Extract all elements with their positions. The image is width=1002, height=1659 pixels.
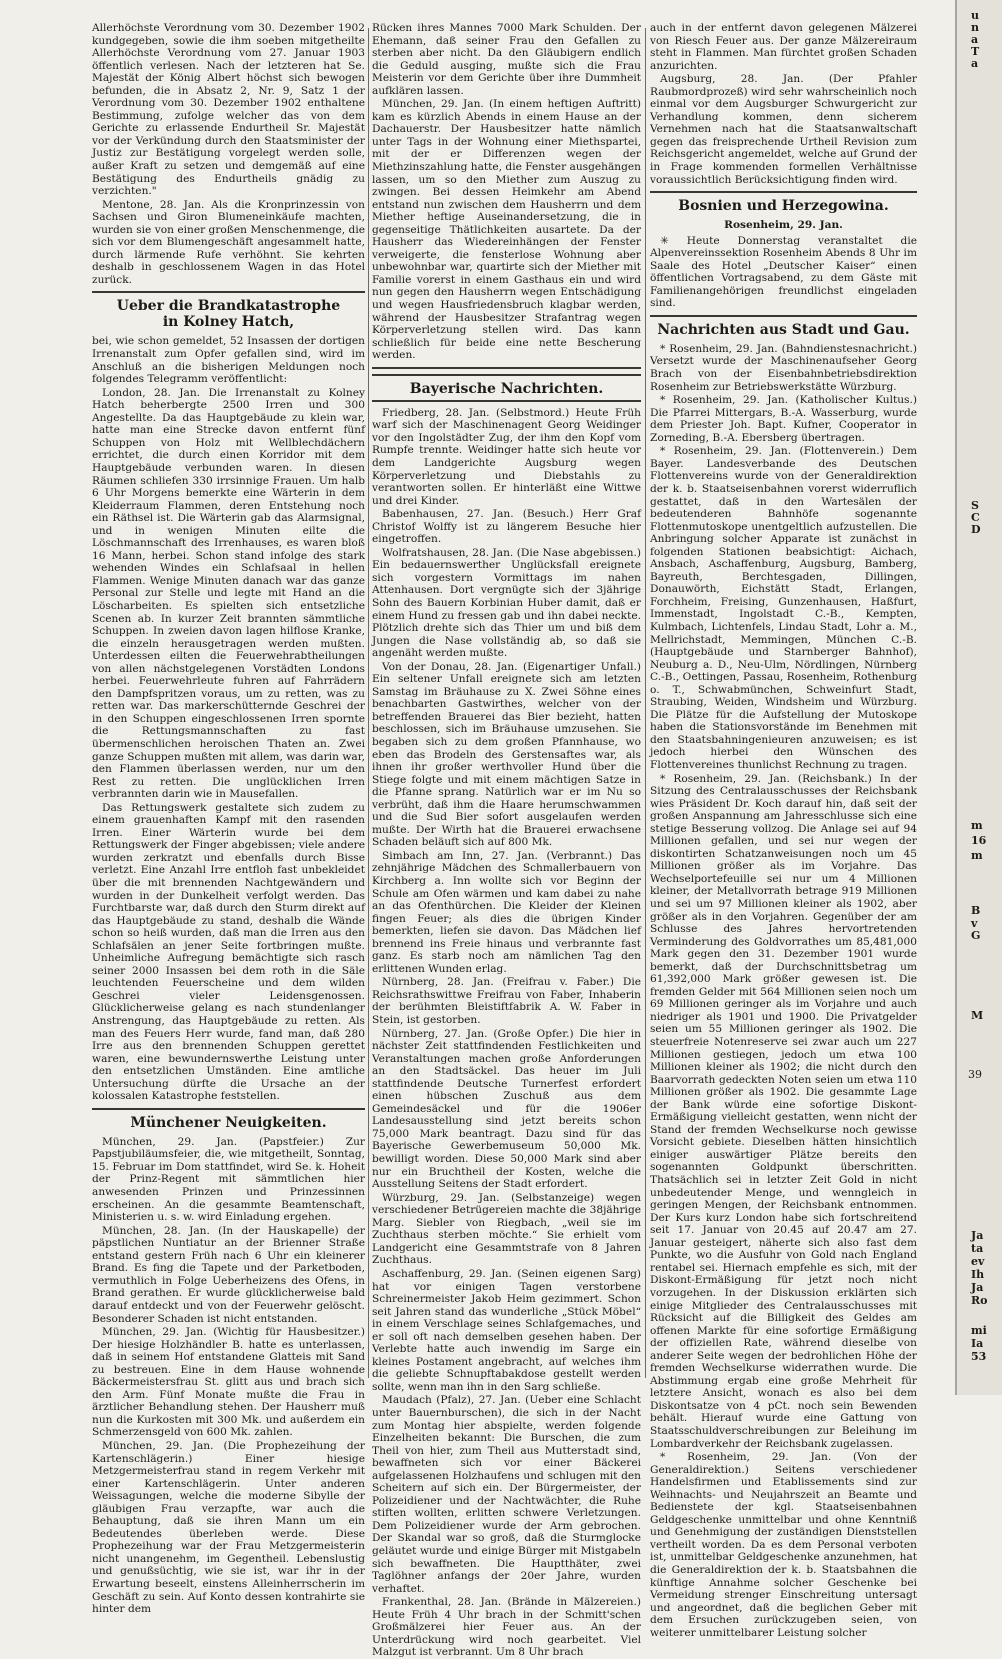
edge-fragment: ta (971, 1242, 984, 1255)
article-flottenverein: * Rosenheim, 29. Jan. (Flottenverein.) Dem Bayer. Landesverbande des Deutschen Flottenvereins wurde von der Generaldirektion der k. b. Staatseisenbahnen vorerst widerruflich gestattet, daß in den Wartesälen der bedeutenderen Bahnhöfe sogenannte Flottenmutoskope unentgeltlich aufzustellen. Die Anbringung solcher Apparate ist zunächst in folgenden Stationen beabsichtigt: Aichach, Ansbach, Aschaffenburg, Augsburg, Bamberg, Bayreuth, Berchtesgaden, Dillingen, Donauwörth, Eichstätt Stadt, Erlangen, Forchheim, Freising, Gunzenhausen, Haßfurt, Immenstadt, Ingolstadt C.-B., Kempten, Kulmbach, Lichtenfels, Lindau Stadt, Lohr a. M., Mellrichstadt, Memmingen, München C.-B. (Hauptgebäude und Starnberger Bahnhof), Neuburg a. D., Neu-Ulm, Nördlingen, Nürnberg C.-B., Oettingen, Passau, Rosenheim, Rothenburg o. T., Schwabmünchen, Schweinfurt Stadt, Straubing, Weiden, Windsheim und Würzburg. Die Plätze für die Aufstellung der Mutoskope haben die Stationsvorstände im Benehmen mit den Staatsbahningenieuren anzuweisen; es ist jedoch hierbei den Wünschen des Flottenvereines thunlichst Rechnung zu tragen. (650, 445, 917, 771)
article-friedberg: Friedberg, 28. Jan. (Selbstmord.) Heute Früh warf sich der Maschinenagent Georg Weidinger vor den Ingolstädter Zug, der ihm den Kopf vom Rumpfe trennte. Weidinger hatte sich heute vor dem Landgerichte Augsburg wegen Körperverletzung und Diebstahls zu verantworten sollen. Er hinterläßt eine Wittwe und drei Kinder. (372, 406, 641, 507)
article-london-continued: Das Rettungswerk gestaltete sich zudem zu einem grauenhaften Kampf mit den rasenden Irren. Einer Wärterin wurde bei dem Rettungswerk der Finger abgebissen; viele andere wurden zerkratzt und ebenfalls durch Bisse verletzt. Eine Anzahl Irre entfloh fast unbekleidet über die mit brennenden Nachtgewändern und wurden in der Dunkelheit verfolgt werden. Das Furchtbarste war, daß durch den Sturm direkt auf das Hauptgebäude zu stand, deshalb die Wände schon so heiß wurden, daß man die Irren aus den Schlafsälen an jener Seite fortbringen mußte. Unheimliche Aufregung bemächtigte sich rasch seiner 2000 Insassen bei dem roth in die Säle leuchtenden Feuerscheine und dem wilden Geschrei vieler Leidensgenossen. Glücklicherweise gelang es nach stundenlanger Anstrengung, das Hauptgebäude zu retten. Als man des Feuers Herr wurde, fand man, daß 280 Irre aus den brennenden Schuppen gerettet waren, eine bewundernswerthe Leistung unter den entsetzlichen Umständen. Eine amtliche Untersuchung dürfte die Ursache an der kolossalen Katastrophe feststellen. (92, 801, 365, 1103)
article-maudach: Maudach (Pfalz), 27. Jan. (Ueber eine Schlacht unter Bauernburschen), die sich in der Nacht zum Montag hier abspielte, werden folgende Einzelheiten bekannt: Die Burschen, die zum Theil von hier, zum Theil aus Mutterstadt sind, bewaffneten sich vor einer Bäckerei aufgelassenen Holzhaufens und schlugen mit den Scheitern auf sich ein. Der Bürgermeister, der Polizeidiener und der Nachtwächter, die Ruhe stiften wollten, erlitten schwere Verletzungen. Dem Polizeidiener wurde der Arm gebrochen. Der Skandal war so groß, daß die Sturmglocke geläutet wurde und einige Bürger mit Mistgabeln sich bewaffneten. Die Hauptthäter, zwei Taglöhner anfangs der 20er Jahre, wurden verhaftet. (372, 1394, 641, 1595)
adjacent-page-edge (955, 0, 1002, 1395)
article-wuerzburg: Würzburg, 29. Jan. (Selbstanzeige) wegen verschiedener Betrügereien machte die 38jährige Marg. Siebler von Riegbach, „weil sie im Zuchthaus sterben möchte.“ Sie erhielt vom Landgericht eine Gesammtstrafe von 8 Jahren Zuchthaus. (372, 1191, 641, 1267)
article-reichsbank: * Rosenheim, 29. Jan. (Reichsbank.) In der Sitzung des Centralausschusses der Reichsbank wies Präsident Dr. Koch darauf hin, daß seit der großen Anspannung am Jahresschlusse sich eine stetige Besserung vollzog. Die Anlage sei auf 94 Millionen gefallen, und sei nur wegen der diskontirten Schatzanweisungen noch um 45 Millionen größer als im Vorjahre. Das Wechselportefeuille sei nur um 4 Millionen kleiner, der Metallvorrath betrage 919 Millionen und sei um 97 Millionen kleiner als 1902, aber größer als in den Vorjahren. Gegenüber der am Schlusse des Jahres hervortretenden Verminderung des Goldvorrathes um 85,481,000 Mark gegen den 31. Dezember 1901 wurde bemerkt, daß der Durchschnittsbetrag um 61,392,000 Mark größer gewesen ist. Die fremden Gelder mit 564 Millionen seien noch um 69 Millionen geringer als im Vorjahre und auch niedriger als 1901 und 1900. Die Privatgelder seien um 55 Millionen geringer als 1902. Die steuerfreie Notenreserve sei zwar auch um 227 Millionen gestiegen, jedoch um etwa 100 Millionen kleiner als 1902; die nicht durch den Baarvorrath gedeckten Noten seien um etwa 110 Millionen größer als 1902. Die gesammte Lage der Bank würde eine sofortige Diskont-Ermäßigung vielleicht gestatten, wenn nicht der Stand der fremden Wechselkurse noch gewisse Vorsicht gebiete. Dieselben hätten hinsichtlich einiger auswärtiger Plätze bereits den sogenannten Goldpunkt überschritten. Thatsächlich sei in letzter Zeit Gold in nicht unbedeutender Menge, und wenngleich in geringen Mengen, der Reichsbank entnommen. Der Kurs kurz London habe sich fortschreitend seit 17. Januar von 20.45 auf 20.47 am 27. Januar gesteigert, näherte sich also fast dem Punkte, wo die Ausfuhr von Gold nach England rentabel sei. Hiernach empfehle es sich, mit der Diskont-Ermäßigung für jetzt noch nicht vorzugehen. In der Diskussion erklärten sich einige Mitglieder des Centralausschusses mit Rücksicht auf die Billigkeit des Geldes am offenen Markte für eine sofortige Ermäßigung der offiziellen Rate, während dieselbe von anderer Seite wegen der bedrohlichen Höhe der fremden Wechselkurse widerrathen wurde. Die Abstimmung ergab eine große Mehrheit für letztere Ansicht, wonach es also bei dem Diskontsatze von 4 pCt. noch sein Bewenden behält. Hierauf wurde eine Gattung von Staatsschuldverschreibungen zur Beleihung im Lombardverkehr der Reichsbank zugelassen. (650, 772, 917, 1450)
edge-fragment: S (971, 499, 979, 512)
page-number: 39 (968, 1068, 982, 1081)
section-heading-stadt-gau: Nachrichten aus Stadt und Gau. (657, 321, 910, 338)
edge-fragment: Ja (971, 1229, 984, 1242)
separator (650, 315, 917, 317)
article-auftritt: München, 29. Jan. (In einem heftigen Auftritt) kam es kürzlich Abends in einem Hause an der Dachauerstr. Der Hausbesitzer hatte nämlich unter Tags in der Wohnung einer Miethspartei, mit der er Differenzen wegen der Miethzinszahlung hatte, die Fenster ausgehängen lassen, um so den Miether zum Auszug zu zwingen. Bei dessen Heimkehr am Abend entstand nun zwischen dem Hausherrn und dem Miether heftige Auseinandersetzung, die in gegenseitige Thätlichkeiten ausartete. Da der Hausherr das Wiedereinhängen der Fenster verweigerte, die fensterlose Wohnung aber unbewohnbar war, quartirte sich der Miether mit Familie vorerst in einem Gasthaus ein und wird nun gegen den Hausherrn wegen Entschädigung und wegen Hausfriedensbruch klagbar werden, während der Hausbesitzer Strafantrag wegen Körperverletzung stellen wird. Das kann schließlich für beide eine nette Bescherung werden. (372, 98, 641, 362)
edge-fragment: Ih (971, 1268, 985, 1281)
edge-fragment: a (971, 33, 979, 46)
article-aschaffenburg: Aschaffenburg, 29. Jan. (Seinen eigenen Sarg) hat vor einigen Tagen verstorbene Schreinermeister Jakob Heim gezimmert. Schon seit Jahren stand das wunderliche „Stück Möbel“ in einem Verschlage seines Schlafgemaches, und er soll oft nach demselben gesehen haben. Der Verlebte hatte auch inwendig im Sarge ein kleines Postament angebracht, auf welches ihm die geliebte Schnupftabakdose gestellt werden sollte, wenn man ihn in den Sarg schließe. (372, 1267, 641, 1393)
separator (92, 1108, 365, 1110)
edge-fragment: 16 (971, 834, 987, 847)
article-mentone: Mentone, 28. Jan. Als die Kronprinzessin von Sachsen und Giron Blumeneinkäufe machten, wurden sie von einer großen Menschenmenge, die sich vor dem Blumengeschäft angesammelt hatte, durch lärmende Rufe verhöhnt. Sie kehrten deshalb in geschlossenem Wagen in das Hotel zurück. (92, 198, 365, 286)
edge-fragment: v (971, 917, 978, 930)
edge-fragment: T (971, 45, 980, 58)
article-alpenverein: ✳ Heute Donnerstag veranstaltet die Alpenvereinssektion Rosenheim Abends 8 Uhr im Saale des Hotel „Deutscher Kaiser“ einen öffentlichen Vortragsabend, zu dem Gäste mit Familienangehörigen freundlichst eingeladen sind. (650, 234, 917, 310)
edge-fragment: D (971, 523, 981, 536)
article-nuernberg-faber: Nürnberg, 28. Jan. (Freifrau v. Faber.) Die Reichsrathswittwe Freifrau von Faber, Inhaberin der berühmten Bleistiftfabrik A. W. Faber in Stein, ist gestorben. (372, 976, 641, 1027)
article-augsburg: Augsburg, 28. Jan. (Der Pfahler Raubmordprozeß) wird sehr wahrscheinlich noch einmal vor dem Augsburger Schwurgericht zur Verhandlung kommen, denn sicherem Vernehmen nach hat die Staatsanwaltschaft gegen das freisprechende Urtheil Revision zum Reichsgericht angemeldet, welche auf Grund der in Frage kommenden formellen Verhältnisse voraussichtlich Berücksichtigung finden wird. (650, 73, 917, 186)
edge-fragment: Ro (971, 1294, 988, 1307)
article-continuation: Rücken ihres Mannes 7000 Mark Schulden. Der Ehemann, daß seiner Frau den Gefallen zu sterben aber nicht. Da den Gläubigern endlich die Geduld ausging, mußte sich die Frau Meisterin vor dem Gerichte über ihre Dummheit aufklären lassen. (372, 22, 641, 97)
column-3 (650, 22, 917, 1639)
article-kartenschlaegerin: München, 29. Jan. (Die Prophezeihung der Kartenschlägerin.) Einer hiesige Metzgermeisterfrau stand in regem Verkehr mit einer Kartenschlägerin. Unter anderen Weissagungen, welche die moderne Sibylle der gläubigen Frau verzapfte, war auch die Behauptung, daß sie ihren Mann um ein Bedeutendes überleben werde. Diese Prophezeihung war der Frau Metzgermeisterin nicht unangenehm, im Gegentheil. Lebenslustig und genußsüchtig, wie sie ist, war ihr in der Erwartung beseelt, einstens Alleinherrscherin im Geschäft zu sein. Auf Konto dessen kontrahirte sie hinter dem (92, 1439, 365, 1616)
separator (372, 367, 641, 369)
column-2 (372, 22, 641, 1659)
article-hausbesitzer: München, 29. Jan. (Wichtig für Hausbesitzer.) Der hiesige Holzhändler B. hatte es unterlassen, daß in seinem Hof entstandene Glatteis mit Sand zu bestreuen. Eine in dem Hause wohnende Bäckermeistersfrau St. glitt aus und brach sich den Arm. Fünf Monate mußte die Frau in ärztlicher Behandlung stehen. Der Hausherr muß nun die Kurkosten mit 300 Mk. und außerdem ein Schmerzensgeld von 600 Mk. zahlen. (92, 1326, 365, 1439)
edge-fragment: ev (971, 1255, 985, 1268)
article-simbach: Simbach am Inn, 27. Jan. (Verbrannt.) Das zehnjährige Mädchen des Schmallerbauern von Kirchberg a. Inn wollte sich vor Beginn der Schule am Ofen wärmen und kam dabei zu nahe an das Ofenthürchen. Die Kleider der Kleinen fingen Feuer; als dies die übrigen Kinder bemerkten, liefen sie davon. Das Mädchen lief brennend ins Freie hinaus und verbrannte fast ganz. Es starb noch am nämlichen Tag den erlittenen Wunden erlag. (372, 849, 641, 975)
edge-fragment: mi (971, 1324, 987, 1337)
edge-fragment: n (971, 21, 979, 34)
article-babenhausen: Babenhausen, 27. Jan. (Besuch.) Herr Graf Christof Wolffy ist zu längerem Besuche hier eingetroffen. (372, 508, 641, 546)
article-generaldirektion: * Rosenheim, 29. Jan. (Von der Generaldirektion.) Seitens verschiedener Handelsfirmen und Etablissements sind zur Weihnachts- und Neujahrszeit an Beamte und Bedienstete der kgl. Staatseisenbahnen Geldgeschenke unmittelbar und ohne Kenntniß und Genehmigung der zuständigen Dienststellen vertheilt worden. Da es dem Personal verboten ist, unmittelbar Geldgeschenke anzunehmen, hat die Generaldirektion der k. b. Staatsbahnen die künftige Annahme solcher Geschenke bei Vermeidung strenger Einschreitung untersagt und angeordnet, daß die beglichen Geber mit dem Ersuchen zurückzugeben seien, von weiterer unmittelbarer Leistung solcher (650, 1451, 917, 1639)
dateline: Rosenheim, 29. Jan. (724, 219, 843, 232)
article-papstfeier: München, 29. Jan. (Papstfeier.) Zur Papstjubiläumsfeier, die, wie mitgetheilt, Sonntag, 15. Februar im Dom stattfindet, wird Se. k. Hoheit der Prinz-Regent mit sämmtlichen hier anwesenden Prinzen und Prinzessinnen erscheinen. An die gesammte Beamtenschaft, Ministerien u. s. w. wird Einladung ergehen. (92, 1135, 365, 1224)
column-1 (92, 22, 365, 1616)
edge-fragment: 53 (971, 1350, 987, 1363)
separator (92, 291, 365, 293)
article-continuation: auch in der entfernt davon gelegenen Mälzerei von Riesch Feuer aus. Der ganze Mälzereiraum steht in Flammen. Man fürchtet großen Schaden anzurichten. (650, 22, 917, 72)
edge-fragment: u (971, 9, 979, 22)
column-rule (645, 28, 646, 1378)
article-wolfratshausen: Wolfratshausen, 28. Jan. (Die Nase abgebissen.) Ein bedauernswerther Unglücksfall ereignete sich vorgestern Vormittags im nahen Attenhausen. Dort vergnügte sich der 3jährige Sohn des Bauern Korbinian Huber damit, daß er einem Hund zu fressen gab und ihn dabei neckte. Plötzlich drehte sich das Thier um und biß dem Jungen die Nase vollständig ab, so daß sie angenäht werden mußte. (372, 546, 641, 660)
edge-fragment: C (971, 511, 980, 524)
headline-brandkatastrophe (92, 298, 365, 330)
separator (650, 191, 917, 193)
article-bahndienst: * Rosenheim, 29. Jan. (Bahndienstesnachricht.) Versetzt wurde der Maschinenaufseher Georg Brach von der Eisenbahnbetriebsdirektion Rosenheim zur Betriebswerkstätte Würzburg. (650, 342, 917, 393)
article-intro: bei, wie schon gemeldet, 52 Insassen der dortigen Irrenanstalt zum Opfer gefallen sind, wird im Anschluß an die bisherigen Meldungen noch folgendes Telegramm veröffentlicht: (92, 335, 365, 386)
article-frankenthal: Frankenthal, 28. Jan. (Brände in Mälzereien.) Heute Früh 4 Uhr brach in der Schmitt'schen Großmälzerei hier Feuer aus. An der Unterdrückung wird noch gearbeitet. Viel Malzgut ist verbrannt. Um 8 Uhr brach (372, 1596, 641, 1659)
headline-line-1: Ueber die Brandkatastrophe (116, 298, 341, 315)
section-heading-bosnien: Bosnien und Herzegowina. (678, 198, 889, 215)
article-hauskapelle: München, 28. Jan. (In der Hauskapelle) der päpstlichen Nuntiatur an der Brienner Straße entstand gestern Früh nach 6 Uhr ein kleinerer Brand. Es fing die Tapete und der Parketboden, vermuthlich in Folge Ueberheizens des Ofens, in Brand gerathen. Er wurde glücklicherweise bald darauf entdeckt und von der Feuerwehr gelöscht. Besonderer Schaden ist nicht entstanden. (92, 1224, 365, 1325)
column-rule (368, 28, 369, 1378)
edge-fragment: Ia (971, 1337, 984, 1350)
edge-fragment: G (971, 929, 981, 942)
article-donau: Von der Donau, 28. Jan. (Eigenartiger Unfall.) Ein seltener Unfall ereignete sich am letzten Samstag im Bräuhause zu X. Zwei Söhne eines benachbarten Gastwirthes, welcher von der betreffenden Brauerei das Bier bezieht, hatten beschlossen, sich im Bräuhause umzusehen. Sie begaben sich zu dem großen Pfannhause, wo eben das Brodeln des Gerstensaftes war, als ihnen ihr großer werthvoller Hund über die Stiege folgte und mit einem mächtigen Satze in die Pfanne sprang. Natürlich war er im Nu so verbrüht, daß ihm die Haare herumschwammen und die Sud Bier sofort ausgelaufen werden mußte. Der Wirth hat die Brauerei erwachsene Schaden beläuft sich auf 800 Mk. (372, 660, 641, 849)
article-continuation: Allerhöchste Verordnung vom 30. Dezember 1902 kundgegeben, sowie die ihm soeben mitgetheilte Allerhöchste Verordnung vom 27. Januar 1903 öffentlich verlesen. Nach der letzteren hat Se. Majestät der König Albert höchst sich bewogen befunden, die in Absatz 2, Nr. 9, Satz 1 der Verordnung vom 30. Dezember 1902 enthaltene Bestimmung, zufolge welcher das von dem Gerichte zu erlassende Endurtheil Sr. Majestät vor der Verkündung durch den Staatsminister der Justiz zur Bestätigung vorgelegt werden solle, außer Kraft zu setzen und demgemäß auf eine Bestätigung des Endurtheils gnädig zu verzichten." (92, 22, 365, 198)
section-heading-muenchen: Münchener Neuigkeiten. (130, 1114, 327, 1131)
article-kultus: * Rosenheim, 29. Jan. (Katholischer Kultus.) Die Pfarrei Mittergars, B.-A. Wasserburg, wurde dem Priester Joh. Bapt. Kufner, Cooperator in Zorneding, B.-A. Ebersberg übertragen. (650, 394, 917, 444)
edge-fragment: m (971, 849, 983, 862)
article-london: London, 28. Jan. Die Irrenanstalt zu Kolney Hatch beherbergte 2500 Irren und 300 Angestellte. Da das Hauptgebäude zu klein war, hatte man eine Strecke davon entfernt fünf Schuppen von Holz mit Wellblechdächern errichtet, die durch einen Korridor mit dem Hauptgebäude verbunden waren. In diesen Räumen schliefen 330 irrsinnige Frauen. Um halb 6 Uhr Morgens bemerkte eine Wärterin in dem Kleiderraum Flammen, deren Entstehung noch ein Räthsel ist. Die Wärterin gab das Alarmsignal, und in wenigen Minuten eilte die Löschmannschaft des Irrenhauses, es waren bloß 16 Mann, herbei. Schon stand infolge des stark wehenden Windes ein Schlafsaal in hellen Flammen. Wenige Minuten danach war das ganze Personal zur Stelle und legte mit Hand an die Löscharbeiten. Es spielten sich entsetzliche Scenen ab. In kurzer Zeit brannten sämmtliche Schuppen. In zweien davon lagen hilflose Kranke, die einzeln herausgetragen werden mußten. Unterdessen eilten die Feuerwehrabtheilungen von allen nächstgelegenen Vorstädten Londons herbei. Feuerwehrleute fuhren auf Fahrrädern den Dampfspritzen voraus, um zu retten, was zu retten war. Das markerschütternde Geschrei der in den Schuppen eingeschlossenen Irren spornte die Rettungsmannschaften zu fast übermenschlichen heroischen Thaten an. Zwei ganze Schuppen mußten mit allem, was darin war, den Flammen überlassen werden, nur um den Rest zu retten. Die unglücklichen Irren verbrannten darin wie in Mausefallen. (92, 386, 365, 801)
edge-fragment: Ja (971, 1281, 984, 1294)
edge-fragment: a (971, 57, 979, 70)
edge-fragment: m (971, 819, 983, 832)
article-nuernberg-opfer: Nürnberg, 27. Jan. (Große Opfer.) Die hier in nächster Zeit stattfindenden Festlichkeiten und Veranstaltungen machen große Anforderungen an den Stadtsäckel. Das heuer im Juli stattfindende Deutsche Turnerfest erfordert einen hübschen Zuschuß aus dem Gemeindesäckel und für die 1906er Landesausstellung sind jetzt bereits schon 75,000 Mark beantragt. Dazu sind für das Bayerische Gewerbemuseum 50,000 Mk. bewilligt worden. Diese 50,000 Mark sind aber nur ein Bruchtheil der Kosten, welche die Ausstellung Seitens der Stadt erfordert. (372, 1027, 641, 1191)
headline-line-2: in Kolney Hatch, (162, 314, 295, 331)
edge-fragment: M (971, 1009, 984, 1022)
edge-fragment: B (971, 904, 981, 917)
section-heading-bayern: Bayerische Nachrichten. (372, 374, 641, 402)
